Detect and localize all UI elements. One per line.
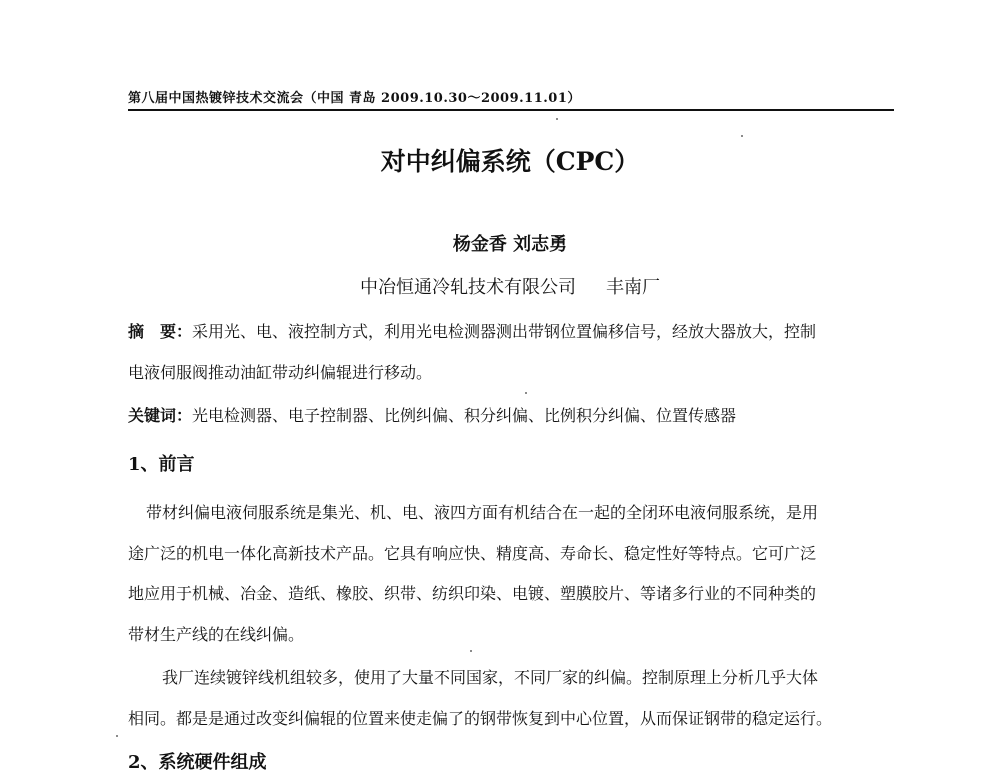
section-2-heading: 2、系统硬件组成 <box>128 752 267 773</box>
affiliation-dept: 丰南厂 <box>606 277 660 298</box>
scan-speck <box>470 650 472 652</box>
scan-speck <box>556 118 558 120</box>
affiliation-org: 中冶恒通冷轧技术有限公司 <box>360 277 576 298</box>
keywords-text: 光电检测器、电子控制器、比例纠偏、积分纠偏、比例积分纠偏、位置传感器 <box>192 406 737 425</box>
paragraph-1-line-2: 途广泛的机电一体化高新技术产品。它具有响应快、精度高、寿命长、稳定性好等特点。它可广泛 <box>128 544 817 563</box>
paper-authors: 杨金香 刘志勇 <box>452 234 568 255</box>
abstract-text-1: 采用光、电、液控制方式，利用光电检测器测出带钢位置偏移信号，经放大器放大，控制 <box>192 322 817 341</box>
header-rule <box>128 109 894 111</box>
conference-header: 第八届中国热镀锌技术交流会（中国 青岛 2009.10.30～2009.11.01） <box>128 91 581 106</box>
abstract-line-1 <box>128 319 898 342</box>
scan-speck <box>116 735 118 737</box>
paragraph-1-line-1: 带材纠偏电液伺服系统是集光、机、电、液四方面有机结合在一起的全闭环电液伺服系统，是用 <box>146 503 819 522</box>
paragraph-1-line-4: 带材生产线的在线纠偏。 <box>128 625 305 644</box>
paragraph-2-line-2: 相同。都是是通过改变纠偏辊的位置来使走偏了的钢带恢复到中心位置，从而保证钢带的稳定运行。 <box>128 709 833 728</box>
keywords-line <box>128 403 898 426</box>
section-1-heading: 1、前言 <box>128 454 195 475</box>
abstract-line-2: 电液伺服阀推动油缸带动纠偏辊进行移动。 <box>128 363 433 382</box>
keywords-label: 关键词： <box>128 406 193 425</box>
paragraph-2-line-1: 我厂连续镀锌线机组较多，使用了大量不同国家，不同厂家的纠偏。控制原理上分析几乎大体 <box>162 668 819 687</box>
abstract-label: 摘 要： <box>128 322 193 341</box>
paper-title: 对中纠偏系统（CPC） <box>380 147 640 176</box>
scan-speck <box>525 392 527 394</box>
paper-affiliation <box>250 273 770 299</box>
scan-speck <box>741 135 743 137</box>
paragraph-1-line-3: 地应用于机械、冶金、造纸、橡胶、织带、纺织印染、电镀、塑膜胶片、等诸多行业的不同种类的 <box>128 584 817 603</box>
